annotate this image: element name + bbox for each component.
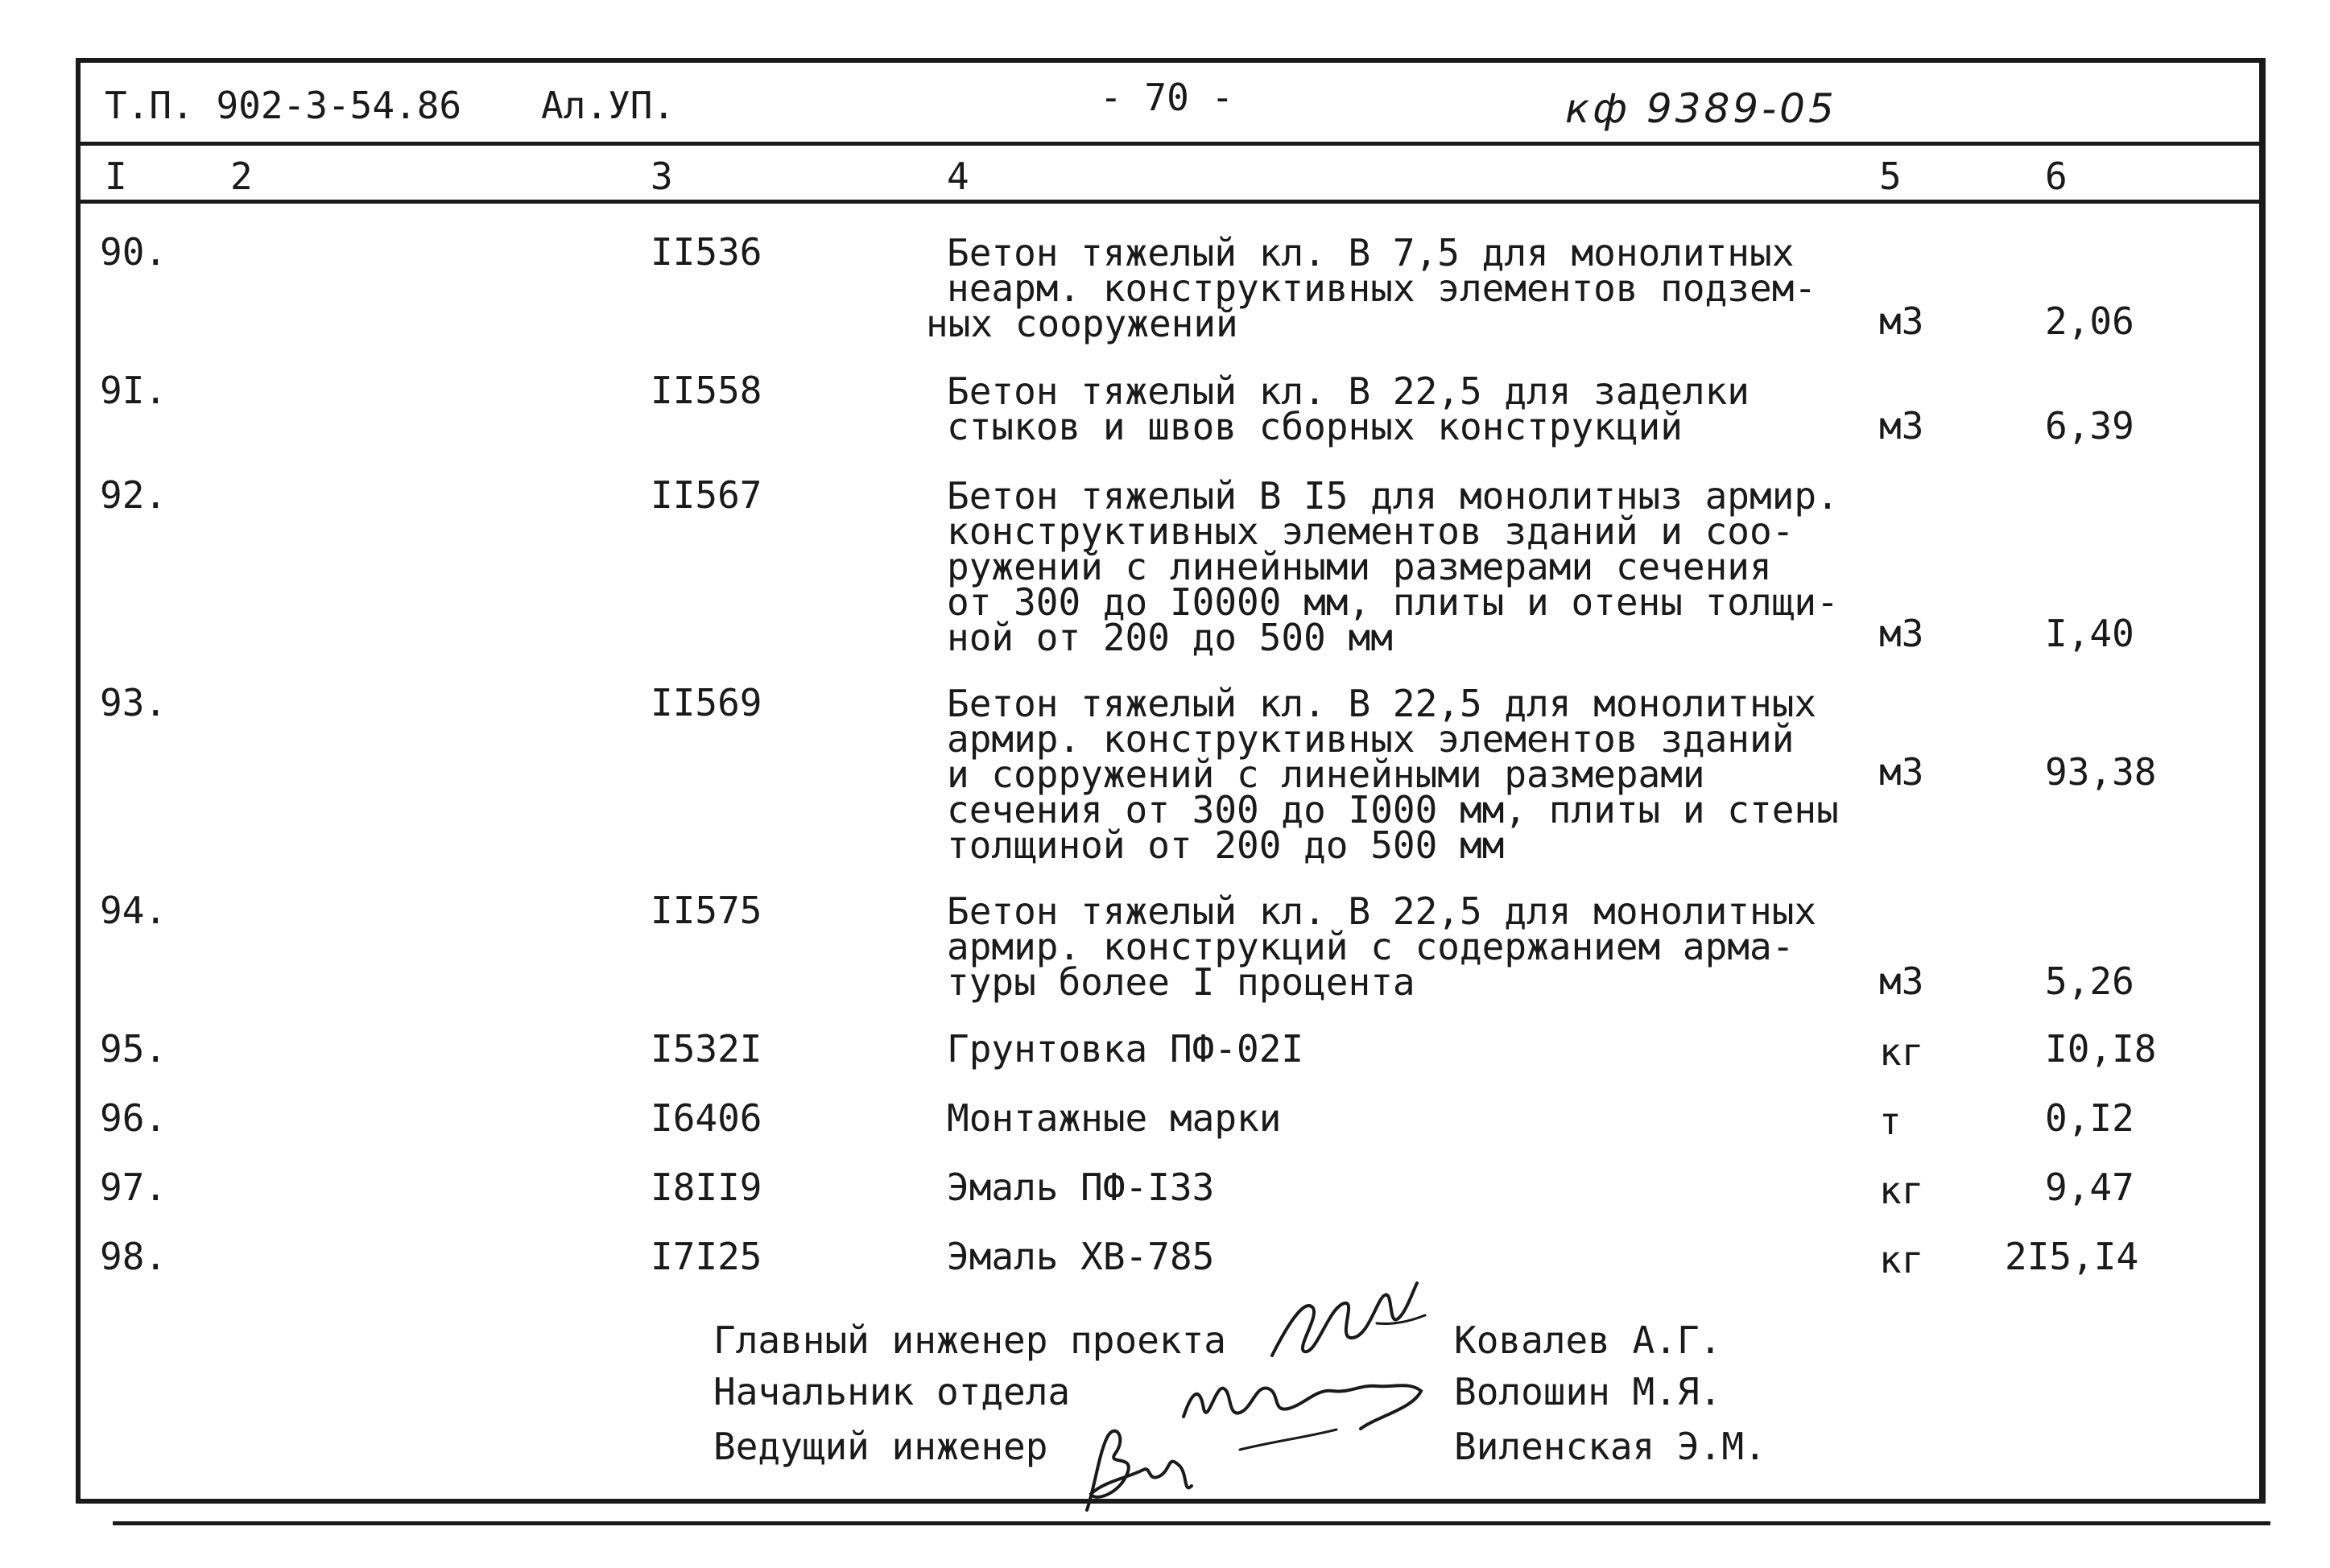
row-number: 94. [100,889,167,932]
row-description: Бетон тяжелый В I5 для монолитныз армир. конструктивных элементов зданий и соо- ружений с линейными размерами сечения от 300 до I0000 мм, плиты и отены толщи- ной от 200 до 500 мм [947,474,1839,659]
row-quantity: 2I5,I4 [2005,1235,2139,1278]
row-code: II575 [651,889,762,932]
row-quantity: 9,47 [2045,1166,2134,1209]
row-number: 96. [100,1096,167,1140]
signature-name: Ковалев А.Г. [1454,1318,1722,1362]
row-quantity: 0,I2 [2045,1096,2134,1140]
row-description: Эмаль ХВ-785 [947,1235,1215,1278]
column-header-2: 2 [230,155,253,198]
column-header-1: I [105,155,127,198]
row-number: 92. [100,473,167,517]
row-unit: м3 [1879,612,1924,655]
row-quantity: 6,39 [2045,404,2134,448]
row-unit: м3 [1879,404,1924,448]
row-code: I7I25 [651,1235,762,1278]
column-header-6: 6 [2045,155,2068,198]
row-unit: кг [1879,1169,1924,1212]
row-description: Бетон тяжелый кл. В 22,5 для монолитных армир. конструктивных элементов зданий и сорружений с линейными размерами сечения от 300 до I000 мм, плиты и стены толщиной от 200 до 500 мм [947,682,1839,867]
row-quantity: I0,I8 [2045,1027,2157,1071]
row-number: 95. [100,1027,167,1071]
row-quantity: I,40 [2045,612,2134,655]
column-header-5: 5 [1879,155,1902,198]
row-quantity: 2,06 [2045,299,2134,343]
row-unit: т [1879,1100,1902,1143]
row-quantity: 93,38 [2045,750,2157,794]
row-description: Бетон тяжелый кл. В 22,5 для монолитных армир. конструкций с содержанием арма- туры более I процента [947,889,1817,1004]
doc-code: Т.П. 902-3-54.86 [105,84,462,127]
row-unit: м3 [1879,299,1924,343]
column-header-4: 4 [947,155,969,198]
row-unit: кг [1879,1030,1924,1074]
row-code: II558 [651,369,762,412]
album-label: Ал.УП. [541,84,675,127]
signature-role: Начальник отдела [713,1370,1071,1413]
page-number: - 70 - [1100,76,1234,119]
row-description: Бетон тяжелый кл. В 7,5 для монолитных неарм. конструктивных элементов подзем- ных сооружений [926,231,1817,345]
signature-name: Виленская Э.М. [1454,1425,1766,1468]
row-code: I532I [651,1027,762,1071]
handwritten-signature-lead-engineer [1071,1405,1345,1518]
row-code: II567 [651,473,762,517]
row-code: I6406 [651,1096,762,1140]
signature-role: Главный инженер проекта [713,1318,1226,1362]
row-description: Эмаль ПФ-I33 [947,1166,1215,1209]
row-number: 9I. [100,369,167,412]
row-unit: м3 [1879,750,1924,794]
row-description: Грунтовка ПФ-02I [947,1027,1304,1071]
archive-stamp: кф 9389-05 [1565,85,1837,132]
row-unit: м3 [1879,959,1924,1003]
signature-role: Ведущий инженер [713,1425,1048,1468]
column-numbers-divider [76,200,2266,204]
row-description: Бетон тяжелый кл. В 22,5 для заделки стыков и швов сборных конструкций [947,369,1750,448]
row-quantity: 5,26 [2045,959,2134,1003]
header-divider [76,142,2266,146]
column-header-3: 3 [651,155,673,198]
row-number: 97. [100,1166,167,1209]
row-code: II536 [651,230,762,274]
row-number: 98. [100,1235,167,1278]
row-code: I8II9 [651,1166,762,1209]
signature-name: Волошин М.Я. [1454,1370,1722,1413]
bottom-rule [113,1521,2270,1525]
row-description: Монтажные марки [947,1096,1282,1140]
row-code: II569 [651,681,762,724]
row-number: 90. [100,230,167,274]
row-unit: кг [1879,1238,1924,1281]
row-number: 93. [100,681,167,724]
